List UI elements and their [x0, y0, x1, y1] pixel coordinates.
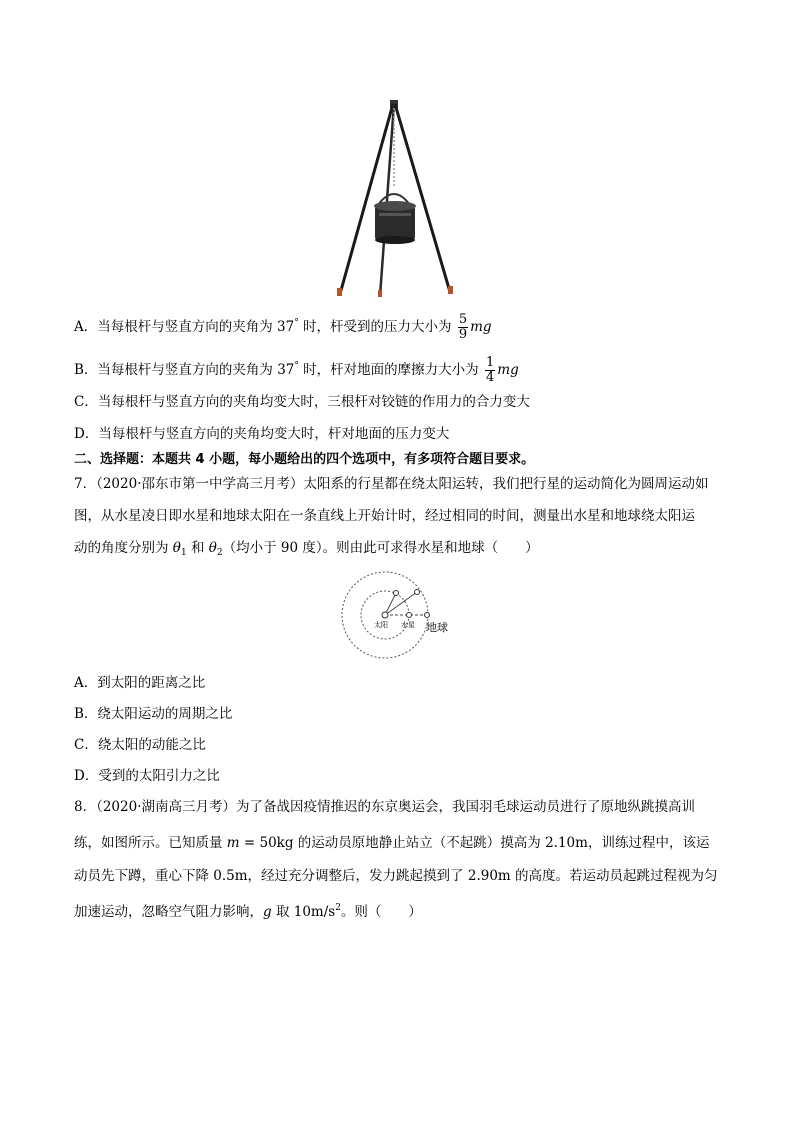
fraction-denominator: 9	[458, 327, 468, 342]
earth-later-marker	[415, 590, 420, 595]
q7-option-b: B．绕太阳运动的周期之比	[74, 706, 233, 722]
theta-symbol: θ	[208, 540, 217, 556]
fraction-numerator: 5	[458, 312, 468, 327]
q7-text-2: （均小于 90 度）。则由此可求得水星和地球（ ）	[222, 540, 539, 556]
q8-stem-line-3: 动员先下蹲，重心下降 0.5m，经过充分调整后，发力跳起摸到了 2.90m 的高度。若运动员起跳过程视为匀	[74, 868, 718, 884]
q8-text: 练，如图所示。已知质量	[74, 835, 227, 851]
earth-marker	[425, 613, 430, 618]
sun-label: 太阳	[374, 621, 388, 629]
q7-text: 动的角度分别为	[74, 540, 173, 556]
mass-symbol: m	[226, 835, 240, 851]
fraction-5-9	[458, 313, 468, 342]
q7-option-a: A．到太阳的距离之比	[74, 675, 206, 691]
q8-text-3: 加速运动，忽略空气阻力影响，	[74, 904, 263, 920]
tripod-pot-figure	[330, 96, 460, 302]
gravity-symbol: g	[263, 904, 272, 920]
theta-symbol: θ	[172, 540, 181, 556]
q6-option-a-text: A．当每根杆与竖直方向的夹角为 37	[74, 319, 295, 335]
degree-sign: °	[294, 318, 299, 328]
subscript-2: 2	[216, 548, 223, 558]
q8-stem-line-2	[74, 833, 709, 853]
mg-symbol: mg	[470, 319, 492, 335]
degree-sign: °	[294, 361, 299, 371]
q7-option-c: C．绕太阳的动能之比	[74, 737, 206, 753]
q6-option-c: C．当每根杆与竖直方向的夹角均变大时，三根杆对铰链的作用力的合力变大	[74, 394, 530, 410]
q7-and: 和	[186, 540, 209, 556]
q7-stem-line-1: 7．（2020·邵东市第一中学高三月考）太阳系的行星都在绕太阳运转，我们把行星的运动简化为圆周运动如	[74, 476, 709, 492]
q6-option-d: D．当每根杆与竖直方向的夹角均变大时，杆对地面的压力变大	[74, 426, 450, 442]
q6-option-b-text: B．当每根杆与竖直方向的夹角为 37	[74, 362, 295, 378]
sun-marker	[382, 612, 388, 618]
q8-stem-line-4	[74, 898, 422, 922]
mercury-marker	[407, 613, 412, 618]
fraction-numerator: 1	[485, 355, 495, 370]
subscript-1: 1	[180, 548, 187, 558]
q6-option-b-text-2: 时，杆对地面的摩擦力大小为	[298, 362, 479, 378]
q6-option-a-text-2: 时，杆受到的压力大小为	[298, 319, 452, 335]
q7-stem-line-3	[74, 538, 539, 563]
q7-stem-line-2: 图，从水星凌日即水星和地球太阳在一条直线上开始计时，经过相同的时间，测量出水星和地球绕太阳运	[74, 508, 695, 524]
q6-option-b	[74, 356, 519, 385]
earth-label: 地球	[426, 621, 448, 634]
mercury-later-marker	[394, 591, 399, 596]
q8-stem-line-1: 8．（2020·湖南高三月考）为了备战因疫情推迟的东京奥运会，我国羽毛球运动员进行了原地纵跳摸高训	[74, 799, 695, 815]
section-2-heading: 二、选择题：本题共 4 小题，每小题给出的四个选项中，有多项符合题目要求。	[74, 452, 535, 467]
mg-symbol: mg	[497, 362, 519, 378]
q7-option-d: D．受到的太阳引力之比	[74, 768, 220, 784]
fraction-1-4	[485, 356, 495, 385]
q8-text-2: = 50kg 的运动员原地静止站立（不起跳）摸高为 2.10m，训练过程中，该运	[239, 835, 710, 851]
fraction-denominator: 4	[485, 370, 495, 385]
q8-text-4: 取 10m/s	[271, 904, 336, 920]
q8-text-5: 。则（ ）	[340, 904, 422, 920]
q6-option-a	[74, 313, 492, 342]
orbit-diagram	[338, 565, 464, 667]
mercury-label: 水星	[401, 621, 415, 629]
superscript-2: 2	[335, 903, 341, 913]
